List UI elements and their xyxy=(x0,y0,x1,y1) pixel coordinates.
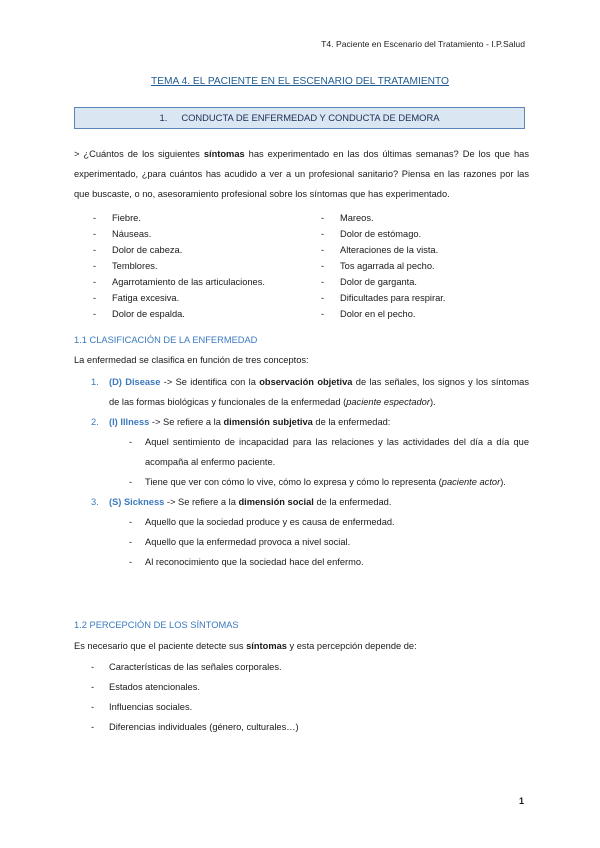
item-number: 1. xyxy=(91,377,99,387)
perception-factors-list xyxy=(74,657,529,737)
term-illness: (I) Illness xyxy=(109,417,150,427)
classification-item-illness: 2. (I) Illness -> Se refiere a la dimensión subjetiva de la enfermedad: xyxy=(74,412,529,432)
sickness-subitem: - Al reconocimiento que la sociedad hace del enfermo. xyxy=(74,552,529,572)
symptom-item: - Fiebre. xyxy=(93,210,265,226)
symptom-item: - Tos agarrada al pecho. xyxy=(321,258,445,274)
symptom-item: - Dolor de estómago. xyxy=(321,226,445,242)
classification-intro: La enfermedad se clasifica en función de tres conceptos: xyxy=(74,355,309,365)
symptom-item: - Fatiga excesiva. xyxy=(93,290,265,306)
section-number: 1. xyxy=(159,112,168,124)
sickness-subitem: - Aquello que la sociedad produce y es causa de enfermedad. xyxy=(74,512,529,532)
intro-paragraph: > ¿Cuántos de los siguientes síntomas has experimentado en las dos últimas semanas? De los que has experimentado, ¿para cuántos has acudido a ver a un profesional sanitario? Piensa en las razones por las que buscaste, o no, asesoramiento profesional sobre los síntomas que has experimentado. xyxy=(74,149,529,199)
symptom-item: - Dolor de espalda. xyxy=(93,306,265,322)
perception-intro: Es necesario que el paciente detecte sus síntomas y esta percepción depende de: xyxy=(74,641,417,651)
page-title: TEMA 4. EL PACIENTE EN EL ESCENARIO DEL TRATAMIENTO xyxy=(151,76,449,87)
symptom-item: - Mareos. xyxy=(321,210,445,226)
running-header: T4. Paciente en Escenario del Tratamiento - I.P.Salud xyxy=(321,39,525,49)
illness-subitem: - Tiene que ver con cómo lo vive, cómo lo expresa y cómo lo representa (paciente actor). xyxy=(74,472,529,492)
intro-keyword: síntomas xyxy=(203,149,245,159)
symptom-item: - Alteraciones de la vista. xyxy=(321,242,445,258)
symptom-item: - Agarrotamiento de las articulaciones. xyxy=(93,274,265,290)
list-item: - Influencias sociales. xyxy=(74,697,529,717)
symptom-item: - Dificultades para respirar. xyxy=(321,290,445,306)
symptom-item: - Náuseas. xyxy=(93,226,265,242)
section-label: CONDUCTA DE ENFERMEDAD Y CONDUCTA DE DEMORA xyxy=(181,112,440,124)
section-heading-box xyxy=(74,107,525,129)
symptom-list-left xyxy=(93,210,265,322)
item-number: 3. xyxy=(91,497,99,507)
list-item: - Características de las señales corporales. xyxy=(74,657,529,677)
illness-subitem: - Aquel sentimiento de incapacidad para las relaciones y las actividades del día a día que acompaña al enfermo paciente. xyxy=(74,432,529,472)
symptom-item: - Temblores. xyxy=(93,258,265,274)
subsection-heading-1-1: 1.1 CLASIFICACIÓN DE LA ENFERMEDAD xyxy=(74,335,258,345)
sickness-subitem: - Aquello que la enfermedad provoca a nivel social. xyxy=(74,532,529,552)
symptom-item: - Dolor de cabeza. xyxy=(93,242,265,258)
page-number: 1 xyxy=(518,796,524,806)
item-number: 2. xyxy=(91,417,99,427)
subsection-heading-1-2: 1.2 PERCEPCIÓN DE LOS SÍNTOMAS xyxy=(74,620,239,630)
list-item: - Estados atencionales. xyxy=(74,677,529,697)
term-sickness: (S) Sickness xyxy=(109,497,165,507)
classification-list xyxy=(74,372,529,572)
symptom-list-right xyxy=(321,210,445,322)
symptom-item: - Dolor en el pecho. xyxy=(321,306,445,322)
term-disease: (D) Disease xyxy=(109,377,161,387)
symptom-item: - Dolor de garganta. xyxy=(321,274,445,290)
classification-item-disease: 1. (D) Disease -> Se identifica con la observación objetiva de las señales, los signos y los síntomas de las formas biológicas y funcionales de la enfermedad (paciente espectador). xyxy=(74,372,529,412)
classification-item-sickness: 3. (S) Sickness -> Se refiere a la dimensión social de la enfermedad. xyxy=(74,492,529,512)
list-item: - Diferencias individuales (género, culturales…) xyxy=(74,717,529,737)
